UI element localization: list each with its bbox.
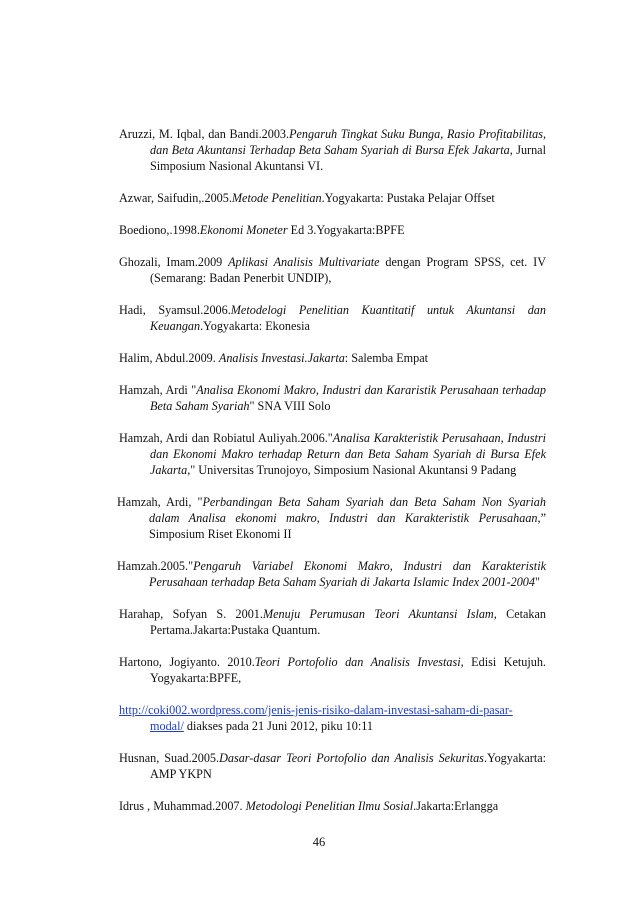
reference-entry	[119, 254, 546, 286]
reference-entry	[119, 222, 546, 238]
reference-entry	[119, 558, 546, 590]
reference-text: Hamzah.2005."	[117, 559, 194, 573]
reference-title: Metodelogi Penelitian Kuantitatif untuk Akuntansi dan Keuangan	[150, 303, 546, 333]
reference-text: diakses pada 21 Juni 2012, piku 10:11	[183, 719, 373, 733]
reference-title: Analisa Ekonomi Makro, Industri dan Kararistik Perusahaan terhadap Beta Saham Syariah	[150, 383, 546, 413]
reference-title: Teori Portofolio dan Analisis Investasi	[254, 655, 461, 669]
reference-title: Aplikasi Analisis Multivariate	[228, 255, 380, 269]
reference-entry	[119, 606, 546, 638]
reference-entry	[119, 494, 546, 542]
reference-link[interactable]: http://coki002.wordpress.com/jenis-jenis-risiko-dalam-investasi-saham-di-pasar-modal/	[119, 703, 513, 733]
reference-entry	[119, 302, 546, 334]
reference-title: Perbandingan Beta Saham Syariah dan Beta Saham Non Syariah dalam Analisa ekonomi makro, Industri dan Karakteristik Perusahaan	[149, 495, 546, 525]
reference-text: Azwar, Saifudin,.2005.	[119, 191, 232, 205]
reference-text: "	[535, 575, 540, 589]
page-number: 46	[312, 835, 326, 849]
reference-text: Hamzah, Ardi, "	[117, 495, 203, 509]
reference-text: Hamzah, Ardi "	[119, 383, 197, 397]
reference-title: Menuju Perumusan Teori Akuntansi Islam	[262, 607, 494, 621]
reference-text: , Edisi Ketujuh. Yogyakarta:BPFE,	[150, 655, 546, 685]
reference-title: Metode Penelitian	[231, 191, 322, 205]
reference-entry	[119, 430, 546, 478]
reference-text: Aruzzi, M. Iqbal, dan Bandi.2003.	[119, 127, 290, 141]
reference-text: , Jurnal Simposium Nasional Akuntansi VI.	[150, 143, 546, 173]
reference-entry	[119, 654, 546, 686]
reference-title: Pengaruh Tingkat Suku Bunga, Rasio Profitabilitas, dan Beta Akuntansi Terhadap Beta Saham Syariah di Bursa Efek Jakarta	[150, 127, 546, 157]
reference-text: , Cetakan Pertama.Jakarta:Pustaka Quantum.	[150, 607, 546, 637]
reference-text: Harahap, Sofyan S. 2001.	[119, 607, 263, 621]
reference-text: dengan Program SPSS, cet. IV (Semarang: Badan Penerbit UNDIP),	[150, 255, 546, 285]
reference-title: Analisa Karakteristik Perusahaan, Industri dan Ekonomi Makro terhadap Return dan Beta Saham Syariah di Bursa Efek Jakarta	[150, 431, 546, 477]
reference-text: .Yogyakarta: Ekonesia	[200, 319, 310, 333]
reference-text: .Jakarta:Erlangga	[413, 799, 499, 813]
reference-entry	[119, 126, 546, 174]
reference-text: Husnan, Suad.2005.	[119, 751, 220, 765]
reference-text: Idrus , Muhammad.2007.	[119, 799, 246, 813]
reference-text: Ghozali, Imam.2009	[119, 255, 229, 269]
reference-text: Hamzah, Ardi dan Robiatul Auliyah.2006."	[119, 431, 333, 445]
reference-text: ," Universitas Trunojoyo, Simposium Nasional Akuntansi 9 Padang	[187, 463, 517, 477]
reference-text: .Yogyakarta: Pustaka Pelajar Offset	[321, 191, 495, 205]
reference-entry	[119, 750, 546, 782]
reference-entry	[119, 798, 546, 814]
reference-title: Analisis Investasi.Jakarta	[218, 351, 345, 365]
reference-entry	[119, 350, 546, 366]
reference-text: " SNA VIII Solo	[249, 399, 331, 413]
reference-text: Hartono, Jogiyanto. 2010.	[119, 655, 255, 669]
reference-text: Hadi, Syamsul.2006.	[119, 303, 231, 317]
reference-title: Ekonomi Moneter	[199, 223, 288, 237]
reference-title: Pengaruh Variabel Ekonomi Makro, Industri dan Karakteristik Perusahaan terhadap Beta Saham Syariah di Jakarta Islamic Index 2001-2004	[149, 559, 546, 589]
reference-title: Metodologi Penelitian Ilmu Sosial	[245, 799, 414, 813]
reference-text: Boediono,.1998.	[119, 223, 200, 237]
reference-entry	[119, 382, 546, 414]
reference-list	[119, 126, 546, 830]
reference-entry	[119, 190, 546, 206]
reference-entry	[119, 702, 546, 734]
reference-text: Halim, Abdul.2009.	[119, 351, 219, 365]
reference-text: ,” Simposium Riset Ekonomi II	[149, 511, 546, 541]
reference-text: : Salemba Empat	[344, 351, 429, 365]
reference-text: .Yogyakarta: AMP YKPN	[150, 751, 546, 781]
reference-title: Dasar-dasar Teori Portofolio dan Analisis Sekuritas	[219, 751, 484, 765]
reference-text: Ed 3.Yogyakarta:BPFE	[287, 223, 405, 237]
